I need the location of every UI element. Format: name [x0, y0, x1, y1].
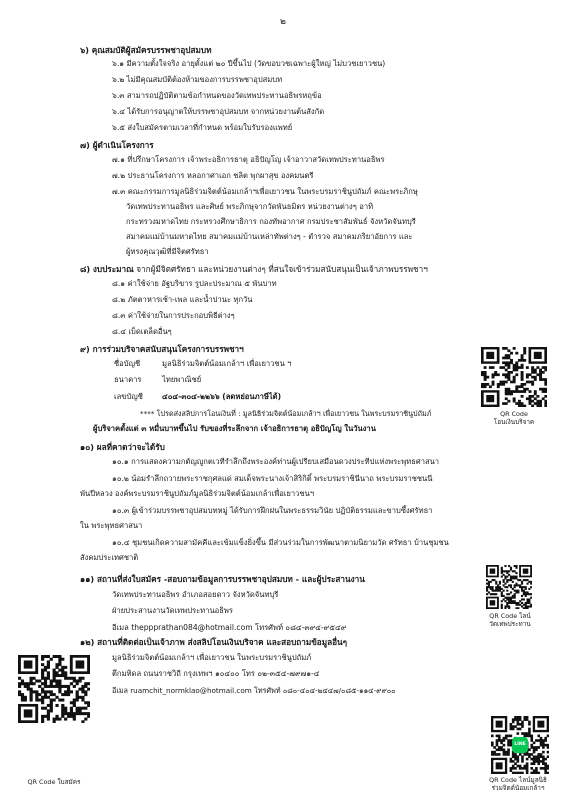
qr-caption-transfer [464, 410, 564, 426]
section-7-heading: ๗) ผู้ดำเนินโครงการ [80, 140, 154, 150]
section-10-item-cont: พันปีหลวง องค์พระบรมราชินูปถัมภ์มูลนิธิร่วมจิตต์น้อมเกล้าเพื่อเยาวชนฯ [80, 489, 314, 498]
section-8-item: ๘.๑ ค่าใช้จ่าย อัฐบริขาร รูปละประมาณ ๕ พันบาท [112, 279, 277, 288]
section-7-item: ๗.๓ คณะกรรมการมูลนิธิร่วมจิตต์น้อมเกล้าฯเพื่อเยาวชน ในพระบรมราชินูปถัมภ์ คณะพระภิกษุ [112, 187, 418, 196]
qr-code-line-foundation [491, 716, 549, 774]
qr-code-line-temple [486, 565, 532, 609]
page-number: ๒ [280, 17, 286, 27]
section-8-item: ๘.๔ เบ็ดเตล็ดอื่นๆ [112, 327, 172, 336]
qr-caption-line-temple-1: QR Code ไลน์ [489, 612, 531, 620]
section-8-heading [80, 263, 428, 276]
section-10-item-cont: สังคมประเทศชาติ [80, 553, 139, 562]
qr-code-transfer [481, 347, 547, 407]
section-6-heading: ๖) คุณสมบัติผู้สมัครบรรพชาอุปสมบท [80, 45, 212, 55]
account-number-label: เลขบัญชี [114, 392, 143, 401]
account-number: ๔๐๔-๓๐๔-๒๒๖๖ (ลดหย่อนภาษีได้) [162, 392, 282, 401]
section-10-item: ๑๐.๔ ชุมชนเกิดความสามัคคีและเข้มแข็งยิ่งขึ้น มีส่วนร่วมในการพัฒนาตามนิยามวัด ศรัทธา บ้านชุมชน [112, 538, 449, 547]
section-10-item: ๑๐.๓ ผู้เข้าร่วมบรรพชาอุปสมบทหมู่ ได้รับการฝึกฝนในพระธรรมวินัย ปฏิบัติธรรมและขาบซึ้งศรัทธา [112, 506, 433, 515]
section-10-item: ๑๐.๑ การแสดงความกตัญญูกตเวทีรำลึกถึงพระองค์ท่านผู้เปรียบเสมือนดวงประทีปแห่งพระพุทธศาสนา [112, 457, 440, 466]
section-8-item: ๘.๓ ค่าใช้จ่ายในการประกอบพิธีต่างๆ [112, 311, 235, 320]
section-7-item-cont: กระทรวงมหาดไทย กระทรวงศึกษาธิการ กองทัพอากาศ กรมประชาสัมพันธ์ จังหวัดจันทบุรี [126, 217, 416, 226]
section-12-contact: อีเมล ruamchit_normklao@hotmail.com โทรศัพท์ ๐๘๐-๔๐๔-๒๔๔๗/๐๘๕-๑๑๔-๙๙๐๐ [112, 686, 396, 695]
bank-name: ไทยพาณิชย์ [162, 375, 202, 384]
section-11-line: วัดเทพประทานอธิพร อำเภอสอยดาว จังหวัดจันทบุรี [112, 590, 279, 599]
slip-note: **** โปรดส่งสลิปการโอนเงินที่ : มูลนิธิร่วมจิตต์น้อมเกล้าฯ เพื่อเยาวชน ในพระบรมราชินูปถัมภ์ [140, 409, 432, 418]
donor-gift-note: ผู้บริจาคตั้งแต่ ๓ หมื่นบาทขึ้นไป รับของที่ระลึกจาก เจ้าอธิการธาตุ อธิปัญโญ ในวันงาน [93, 424, 376, 433]
section-6-item: ๖.๓ สามารถปฏิบัติตามข้อกำหนดของวัดเทพประทานอธิพรหฤข้อ [112, 91, 322, 100]
section-11-line: ฝ่ายประสานงานวัดเทพประทานอธิพร [112, 606, 233, 615]
section-8-heading-rest: จากผู้มีจิตศรัทธา และหน่วยงานต่างๆ ที่สนใจเข้าร่วมสนับสนุนเป็นเจ้าภาพบรรพชาฯ [133, 264, 428, 274]
account-name: มูลนิธิร่วมจิตต์น้อมเกล้าฯ เพื่อเยาวชน ฯ [162, 359, 292, 368]
qr-caption-line-foundation-1: QR Code ไลน์มูลนิธิ [489, 776, 547, 784]
section-10-item: ๑๐.๒ น้อมรำลึกถวายพระราชกุศลแด่ สมเด็จพระนางเจ้าสิริกิติ์ พระบรมราชินีนาถ พระบรมราชชนนี [112, 474, 433, 483]
section-12-line: มูลนิธิร่วมจิตต์น้อมเกล้าฯ เพื่อเยาวชน ในพระบรมราชินูปถัมภ์ [112, 653, 312, 662]
section-6-item: ๖.๒ ไม่มีคุณสมบัติต้องห้ามของการบรรพชาอุปสมบท [112, 75, 283, 84]
line-logo-icon: LINE [512, 737, 528, 753]
section-7-item: ๗.๒ ประธานโครงการ หลอกาศาเอก ชลิต พุกผาสุข องคมนตรี [112, 171, 314, 180]
section-8-heading-title: ๘) งบประมาณ [80, 264, 134, 274]
section-10-heading: ๑๐) ผลที่คาดว่าจะได้รับ [80, 442, 165, 452]
qr-caption-application: QR Code ใบสมัคร [27, 778, 81, 786]
account-name-label: ชื่อบัญชี [114, 359, 141, 368]
qr-caption-line-foundation-2: ร่วมจิตต์น้อมเกล้าฯ [491, 784, 545, 792]
section-7-item: ๗.๑ ที่ปรึกษาโครงการ เจ้าพระอธิการธาตุ อธิปัญโญ เจ้าอาวาสวัดเทพประทานอธิพร [112, 155, 385, 164]
section-8-item: ๘.๒ ภัตตาหารเช้า-เพล และน้ำปานะ ทุกวัน [112, 295, 253, 304]
qr-caption-line-temple [460, 612, 560, 628]
section-6-item: ๖.๑ มีความตั้งใจจริง อายุตั้งแต่ ๒๐ ปีขึ้นไป (วัดขอบวชเฉพาะผู้ใหญ่ ไม่บวชเยาวชน) [112, 59, 386, 68]
section-7-item-cont: สมาคมแม่บ้านมหาดไทย สมาคมแม่บ้านเหล่าทัพต่างๆ - ตำรวจ สมาคมภริยาอัยการ และ [126, 232, 413, 241]
qr-caption-transfer-line-2: โอนเงินบริจาค [493, 418, 535, 426]
qr-code-application [18, 655, 90, 723]
section-7-item-cont: วัดเทพประทานอธิพร และศิษย์ พระภิกษุจากวัดพันธมิตร หน่วยงานต่างๆ อาทิ [126, 202, 374, 211]
section-11-contact: อีเมล theppprathan084@hotmail.com โทรศัพท์ ๐๘๔-๓๙๔-๙๕๔๙ [112, 623, 347, 632]
section-7-item-cont: ผู้ทรงคุณวุฒิที่มีจิตศรัทธา [126, 247, 209, 256]
qr-caption-line-temple-2: วัดเทพประทาน [489, 620, 531, 628]
section-11-heading: ๑๑) สถานที่ส่งใบสมัคร -สอบถามข้อมูลการบรรพชาอุปสมบท - และผู้ประสานงาน [80, 574, 365, 584]
section-10-item-cont: ใน พระพุทธศาสนา [80, 521, 143, 530]
section-12-heading: ๑๒) สถานที่ติดต่อเป็นเจ้าภาพ ส่งสลิปโอนเงินบริจาค และสอบถามข้อมูลอื่นๆ [80, 637, 348, 647]
section-6-item: ๖.๔ ได้รับการอนุญาตให้บรรพชาอุปสมบท จากหน่วยงานต้นสังกัด [112, 107, 325, 116]
bank-label: ธนาคาร [114, 375, 142, 384]
section-6-item: ๖.๕ ส่งใบสมัครตามเวลาที่กำหนด พร้อมใบรับรองแพทย์ [112, 123, 293, 132]
section-12-line: ตึกมหิดล ถนนราชวิถี กรุงเทพฯ ๑๐๔๐๐ โทร ๐๒-๓๕๔-๗๙๗๑-๔ [112, 669, 320, 678]
qr-caption-line-foundation [468, 776, 566, 792]
section-9-heading: ๙) การร่วมบริจาคสนับสนุนโครงการบรรพชาฯ [80, 344, 244, 354]
qr-caption-transfer-line-1: QR Code [500, 410, 528, 418]
